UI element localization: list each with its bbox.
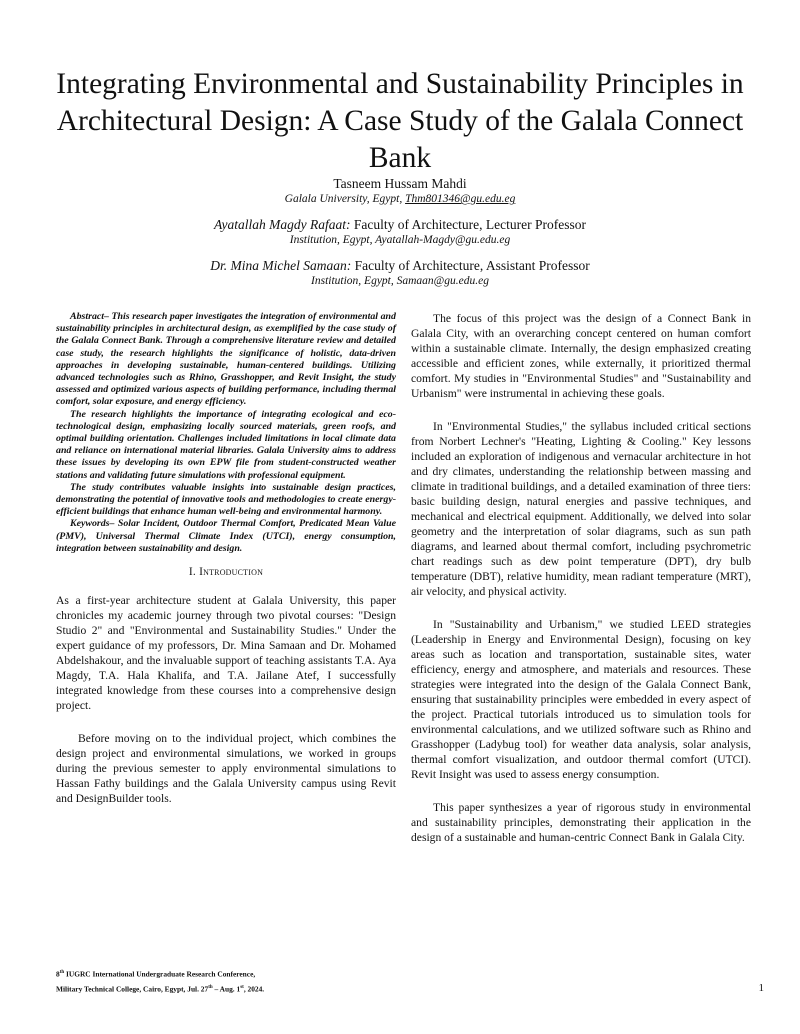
abstract-paragraph: The study contributes valuable insights into sustainable design practices, demonstrating the potential of innovative tools and methodologies to create energy-efficient buildings that enhance human well-being and environmental harmony. <box>56 481 396 518</box>
footer-line-2: Military Technical College, Cairo, Egypt, Jul. 27th – Aug. 1st, 2024. <box>56 984 265 994</box>
footer-line-1: 8th IUGRC International Undergraduate Research Conference, <box>56 969 256 979</box>
author-affiliation: Institution, Egypt, Ayatallah-Magdy@gu.edu.eg <box>289 234 511 246</box>
body-paragraph: In "Sustainability and Urbanism," we studied LEED strategies (Leadership in Energy and Environmental Design), focusing on key areas such as location and transportation, sustainable sites, water efficiency, energy and atmosphere, and materials and resources. These strategies were integrated into the design of the Galala Connect Bank, ensuring that sustainability principles were embedded in every aspect of the project. Practical tutorials introduced us to simulation tools for environmental calculations, and we utilized software such as Rhino and Grasshopper (Ladybug tool) for weather data analysis, solar analysis, thermal comfort visualization, and outdoor thermal comfort (UTCI). Revit Insight was used to assess energy consumption. <box>411 618 751 781</box>
author-1 <box>60 175 740 207</box>
left-column <box>56 311 396 824</box>
author-3 <box>60 257 740 289</box>
abstract-paragraph: Abstract– This research paper investigates the integration of environmental and sustainability principles in architectural design, as exemplified by the case study of the Galala Connect Bank. Through a comprehensive literature review and detailed case study, the research highlights the significance of holistic, data-driven approaches in developing sustainable, human-centered buildings. Utilizing advanced technologies such as Rhino, Grasshopper, and Revit Insight, the study assessed and optimized various aspects of building performance, including thermal comfort, solar exposure, and energy efficiency. <box>56 311 396 408</box>
author-name: Ayatallah Magdy Rafaat: Faculty of Architecture, Lecturer Professor <box>214 217 586 232</box>
author-affiliation: Galala University, Egypt, Thm801346@gu.edu.eg <box>284 193 516 205</box>
author-affiliation: Institution, Egypt, Samaan@gu.edu.eg <box>311 275 489 287</box>
conference-footer <box>56 966 264 997</box>
body-paragraph: As a first-year architecture student at Galala University, this paper chronicles my academic journey through two pivotal courses: "Design Studio 2" and "Environmental and Sustainability Studies." Under the expert guidance of my professors, Dr. Mina Samaan and Dr. Mohamed Abdelshakour, and the invaluable support of teaching assistants T.A. Aya Magdy, T.A. Hala Khalifa, and T.A. Jailane Atef, I successfully integrated knowledge from these courses into a comprehensive design project. <box>56 594 396 713</box>
author-name: Tasneem Hussam Mahdi <box>333 176 467 191</box>
body-paragraph: In "Environmental Studies," the syllabus included critical sections from Norbert Lechner's "Heating, Lighting & Cooling." Key lessons included an exploration of indigenous and vernacular architecture in hot and dry climates, understanding the relationship between massing and climate in traditional buildings, and a detailed examination of three tiers: basic building design, natural energies and passive techniques, and mechanical and electrical equipment. Additionally, we delved into solar geometry and the interpretation of solar diagrams, such as sun path diagrams, and learned about thermal comfort, including psychrometric chart readings such as dew point temperature (DPT), dry bulb temperature (DBT), relative humidity, mean radiant temperature (MRT), air velocity, and physical activity. <box>411 420 751 598</box>
body-paragraph: Before moving on to the individual project, which combines the design project and environmental simulations, we worked in groups during the previous semester to apply environmental simulations to Hassan Fathy buildings and the Galala University campus using Revit and DesignBuilder tools. <box>56 732 396 806</box>
paper-title: Integrating Environmental and Sustainability Principles in Architectural Design: A Case Study of the Galala Connect Bank <box>56 68 744 174</box>
author-list <box>60 175 740 298</box>
section-heading: I. Introduction <box>188 566 264 579</box>
author-name: Dr. Mina Michel Samaan: Faculty of Architecture, Assistant Professor <box>210 258 590 273</box>
right-column <box>411 311 751 863</box>
abstract-paragraph: The research highlights the importance of integrating ecological and eco-technological design, emphasizing locally sourced materials, green roofs, and optimal building orientation. Challenges included limitations in local climate data and reliance on international material libraries. Galala University aims to address these issues by developing its own EPW file from student-constructed weather stations and validating future simulations with professional equipment. <box>56 408 396 481</box>
author-2 <box>60 216 740 248</box>
body-paragraph: The focus of this project was the design of a Connect Bank in Galala City, with an overarching concept centered on human comfort within a sustainable climate. Internally, the design emphasized creating accessible and efficient zones, while externally, it prioritized thermal comfort. My studies in "Environmental Studies" and "Sustainability and Urbanism" were instrumental in achieving these goals. <box>411 312 751 400</box>
page-number: 1 <box>758 982 764 994</box>
keywords-paragraph: Keywords– Solar Incident, Outdoor Thermal Comfort, Predicated Mean Value (PMV), Universal Thermal Climate Index (UTCI), energy consumption, integration between sustainability and design. <box>56 518 396 554</box>
body-paragraph: This paper synthesizes a year of rigorous study in environmental and sustainability principles, demonstrating their application in the design of a sustainable and human-centric Connect Bank in Galala City. <box>411 801 751 844</box>
author-email-link[interactable]: Thm801346@gu.edu.eg <box>405 193 516 205</box>
